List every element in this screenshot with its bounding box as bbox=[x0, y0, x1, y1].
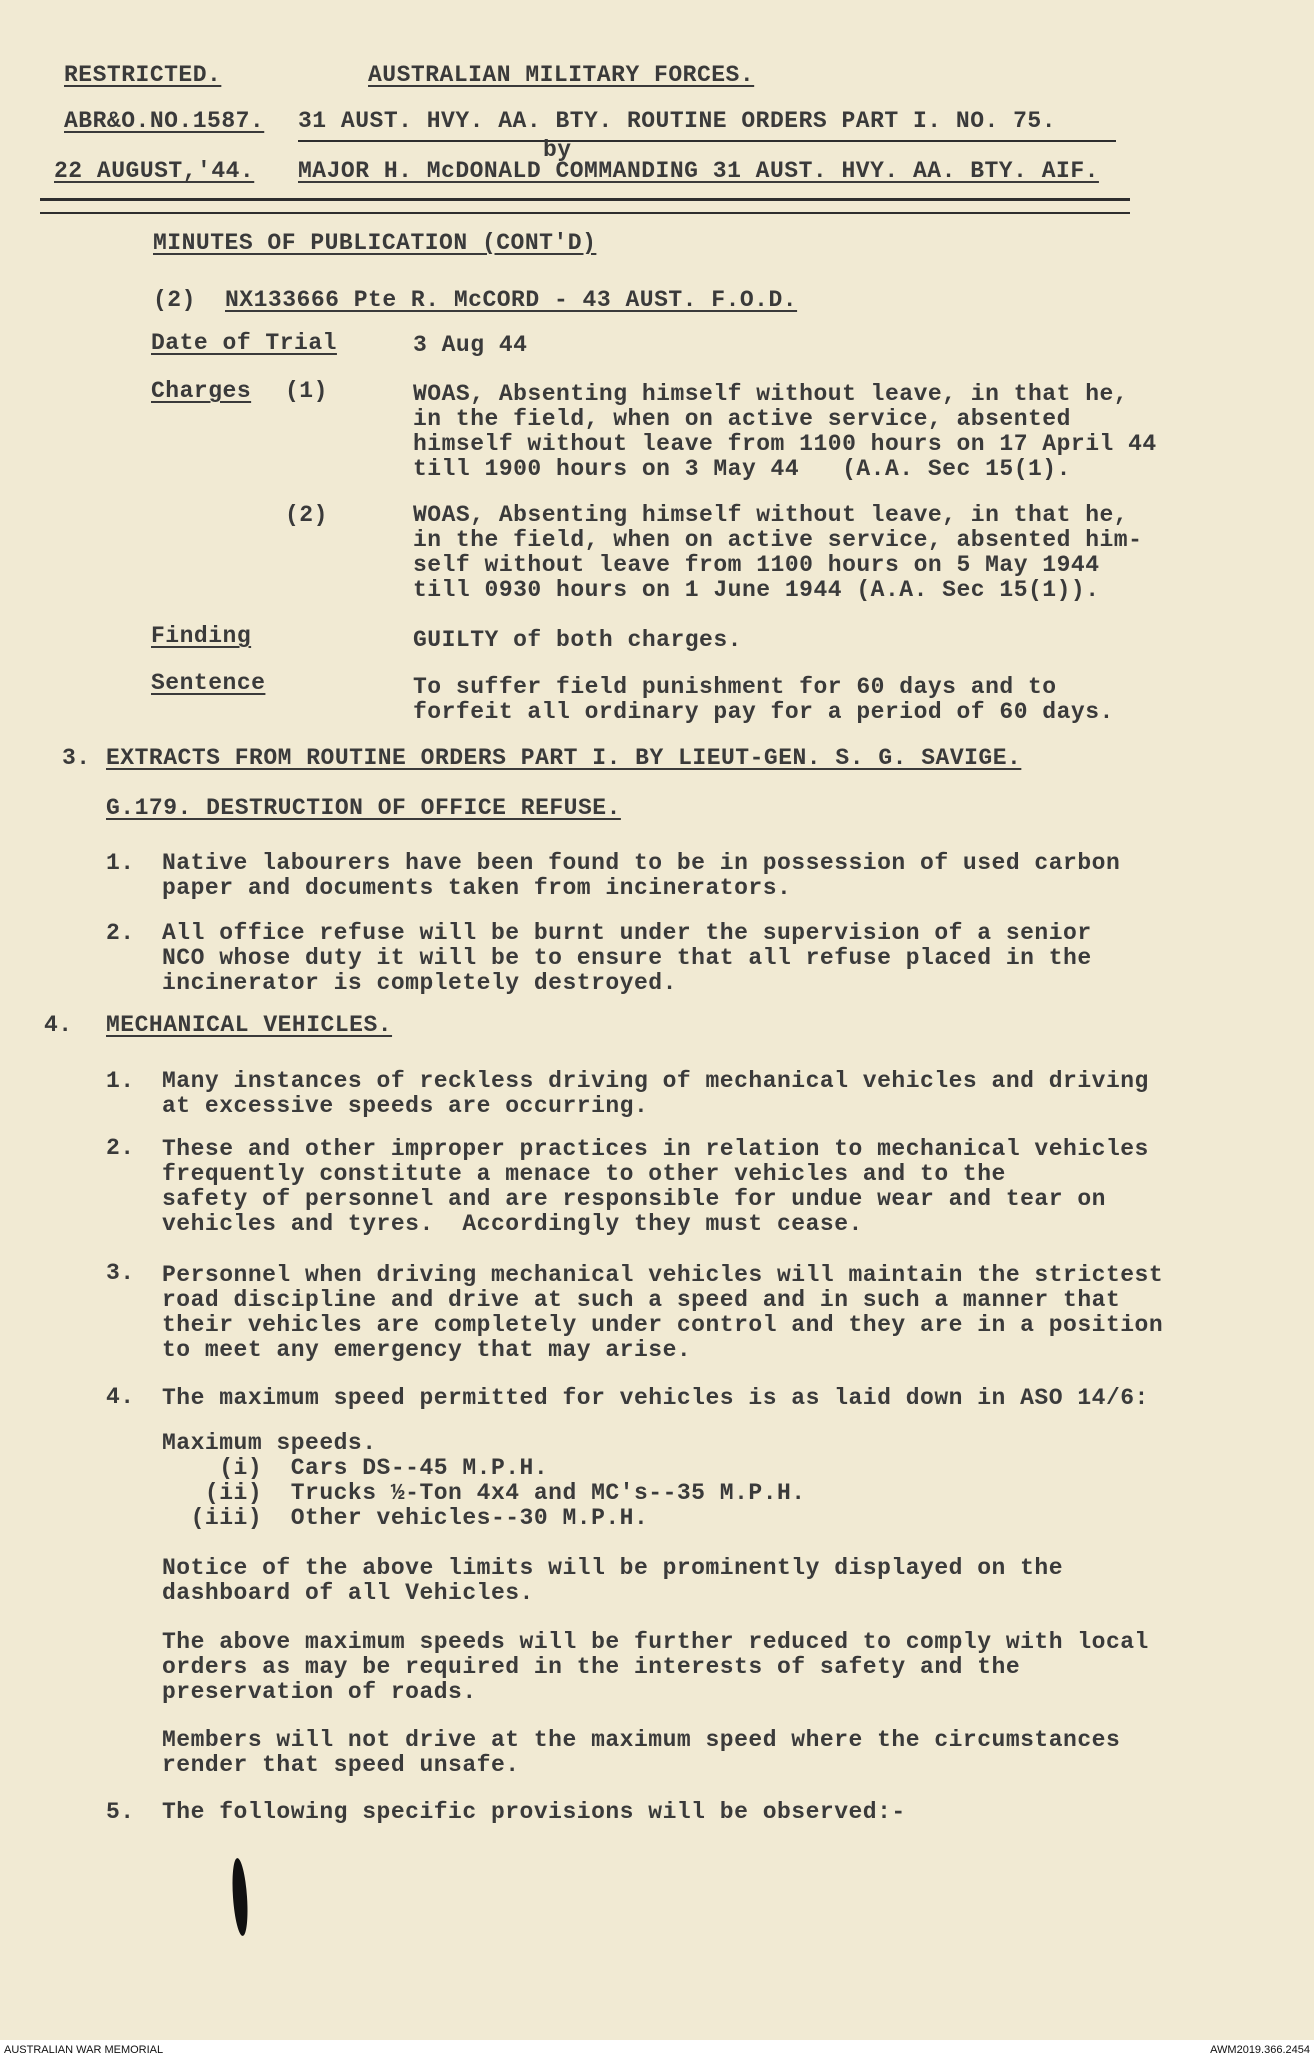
section-4-item-4-number: 4. bbox=[106, 1384, 135, 1410]
notice-paragraph: Notice of the above limits will be prominently displayed on the dashboard of all Vehicles. bbox=[162, 1555, 1064, 1606]
charge-2-number: (2) bbox=[285, 502, 328, 528]
finding-label: Finding bbox=[151, 623, 252, 649]
minutes-subject: NX133666 Pte R. McCORD - 43 AUST. F.O.D. bbox=[225, 287, 798, 313]
minutes-heading: MINUTES OF PUBLICATION (CONT'D) bbox=[153, 230, 597, 256]
section-4-item-3-text: Personnel when driving mechanical vehicles will maintain the strictest road discipline and drive at such a speed and in such a manner that their vehicles are completely under control and they are in a position to meet any emergency that may arise. bbox=[162, 1262, 1164, 1363]
section-4-item-3-number: 3. bbox=[106, 1260, 135, 1286]
charges-label: Charges bbox=[151, 378, 252, 404]
date-of-trial-value: 3 Aug 44 bbox=[413, 332, 528, 358]
section-4-item-5-number: 5. bbox=[106, 1799, 135, 1825]
reduced-speeds-paragraph: The above maximum speeds will be further reduced to comply with local orders as may be required in the interests of safety and the preservation of roads. bbox=[162, 1629, 1149, 1705]
footer-bar bbox=[0, 2040, 1314, 2061]
maximum-speeds-heading: Maximum speeds. bbox=[162, 1430, 377, 1456]
restricted-label: RESTRICTED. bbox=[64, 62, 222, 88]
section-4-item-1-number: 1. bbox=[106, 1068, 135, 1094]
by-label: by bbox=[543, 137, 572, 163]
order-date: 22 AUGUST,'44. bbox=[54, 158, 255, 184]
minutes-item-number: (2) bbox=[153, 287, 196, 313]
date-of-trial-label: Date of Trial bbox=[151, 330, 337, 356]
sentence-value: To suffer field punishment for 60 days and to forfeit all ordinary pay for a period of 60 days. bbox=[413, 674, 1114, 725]
charge-2-text: WOAS, Absenting himself without leave, in that he, in the field, when on active service, absented him- self without leave from 1100 hours on 5 May 1944 till 0930 hours on 1 June 1944 (A.A. Sec 15(1)). bbox=[413, 502, 1143, 603]
section-4-heading: MECHANICAL VEHICLES. bbox=[106, 1012, 393, 1038]
charge-1-text: WOAS, Absenting himself without leave, in that he, in the field, when on active service, absented himself without leave from 1100 hours on 17 April 44 till 1900 hours on 3 May 44 (A.A. Sec 15(1). bbox=[413, 381, 1157, 482]
section-3-item-1-number: 1. bbox=[106, 850, 135, 876]
section-3-item-2-text: All office refuse will be burnt under the supervision of a senior NCO whose duty it will be to ensure that all refuse placed in the incinerator is completely destroyed. bbox=[162, 920, 1092, 996]
footer-reference: AWM2019.366.2454 bbox=[1210, 2044, 1310, 2056]
ink-mark bbox=[230, 1858, 249, 1937]
section-4-item-2-number: 2. bbox=[106, 1135, 135, 1161]
section-4-item-2-text: These and other improper practices in relation to mechanical vehicles frequently constitute a menace to other vehicles and to the safety of personnel and are responsible for undue wear and tear on vehicles and tyres. Accordingly they must cease. bbox=[162, 1136, 1149, 1237]
section-4-number: 4. bbox=[44, 1012, 73, 1038]
order-number: ABR&O.NO.1587. bbox=[64, 108, 265, 134]
finding-value: GUILTY of both charges. bbox=[413, 627, 742, 653]
section-3-item-2-number: 2. bbox=[106, 920, 135, 946]
forces-title: AUSTRALIAN MILITARY FORCES. bbox=[368, 62, 755, 88]
section-3-item-1-text: Native labourers have been found to be in possession of used carbon paper and documents taken from incinerators. bbox=[162, 850, 1121, 901]
header-divider bbox=[40, 198, 1130, 201]
section-4-item-4-text: The maximum speed permitted for vehicles is as laid down in ASO 14/6: bbox=[162, 1385, 1149, 1411]
commander-line: MAJOR H. McDONALD COMMANDING 31 AUST. HVY. AA. BTY. AIF. bbox=[298, 158, 1099, 184]
charge-1-number: (1) bbox=[285, 378, 328, 404]
section-3-number: 3. bbox=[62, 745, 91, 771]
members-paragraph: Members will not drive at the maximum speed where the circumstances render that speed unsafe. bbox=[162, 1727, 1121, 1778]
header-divider-2 bbox=[40, 212, 1130, 214]
sentence-label: Sentence bbox=[151, 670, 266, 696]
section-4-item-1-text: Many instances of reckless driving of mechanical vehicles and driving at excessive speeds are occurring. bbox=[162, 1068, 1149, 1119]
section-3-subheading: G.179. DESTRUCTION OF OFFICE REFUSE. bbox=[106, 795, 621, 821]
maximum-speeds-list: (i) Cars DS--45 M.P.H. (ii) Trucks ½-Ton 4x4 and MC's--35 M.P.H. (iii) Other vehicles--30 M.P.H. bbox=[190, 1455, 806, 1531]
section-4-item-5-text: The following specific provisions will be observed:- bbox=[162, 1799, 906, 1825]
footer-institution: AUSTRALIAN WAR MEMORIAL bbox=[4, 2044, 164, 2056]
section-3-heading: EXTRACTS FROM ROUTINE ORDERS PART I. BY LIEUT-GEN. S. G. SAVIGE. bbox=[106, 745, 1022, 771]
title-underline bbox=[298, 140, 1116, 142]
order-title: 31 AUST. HVY. AA. BTY. ROUTINE ORDERS PART I. NO. 75. bbox=[298, 108, 1057, 134]
